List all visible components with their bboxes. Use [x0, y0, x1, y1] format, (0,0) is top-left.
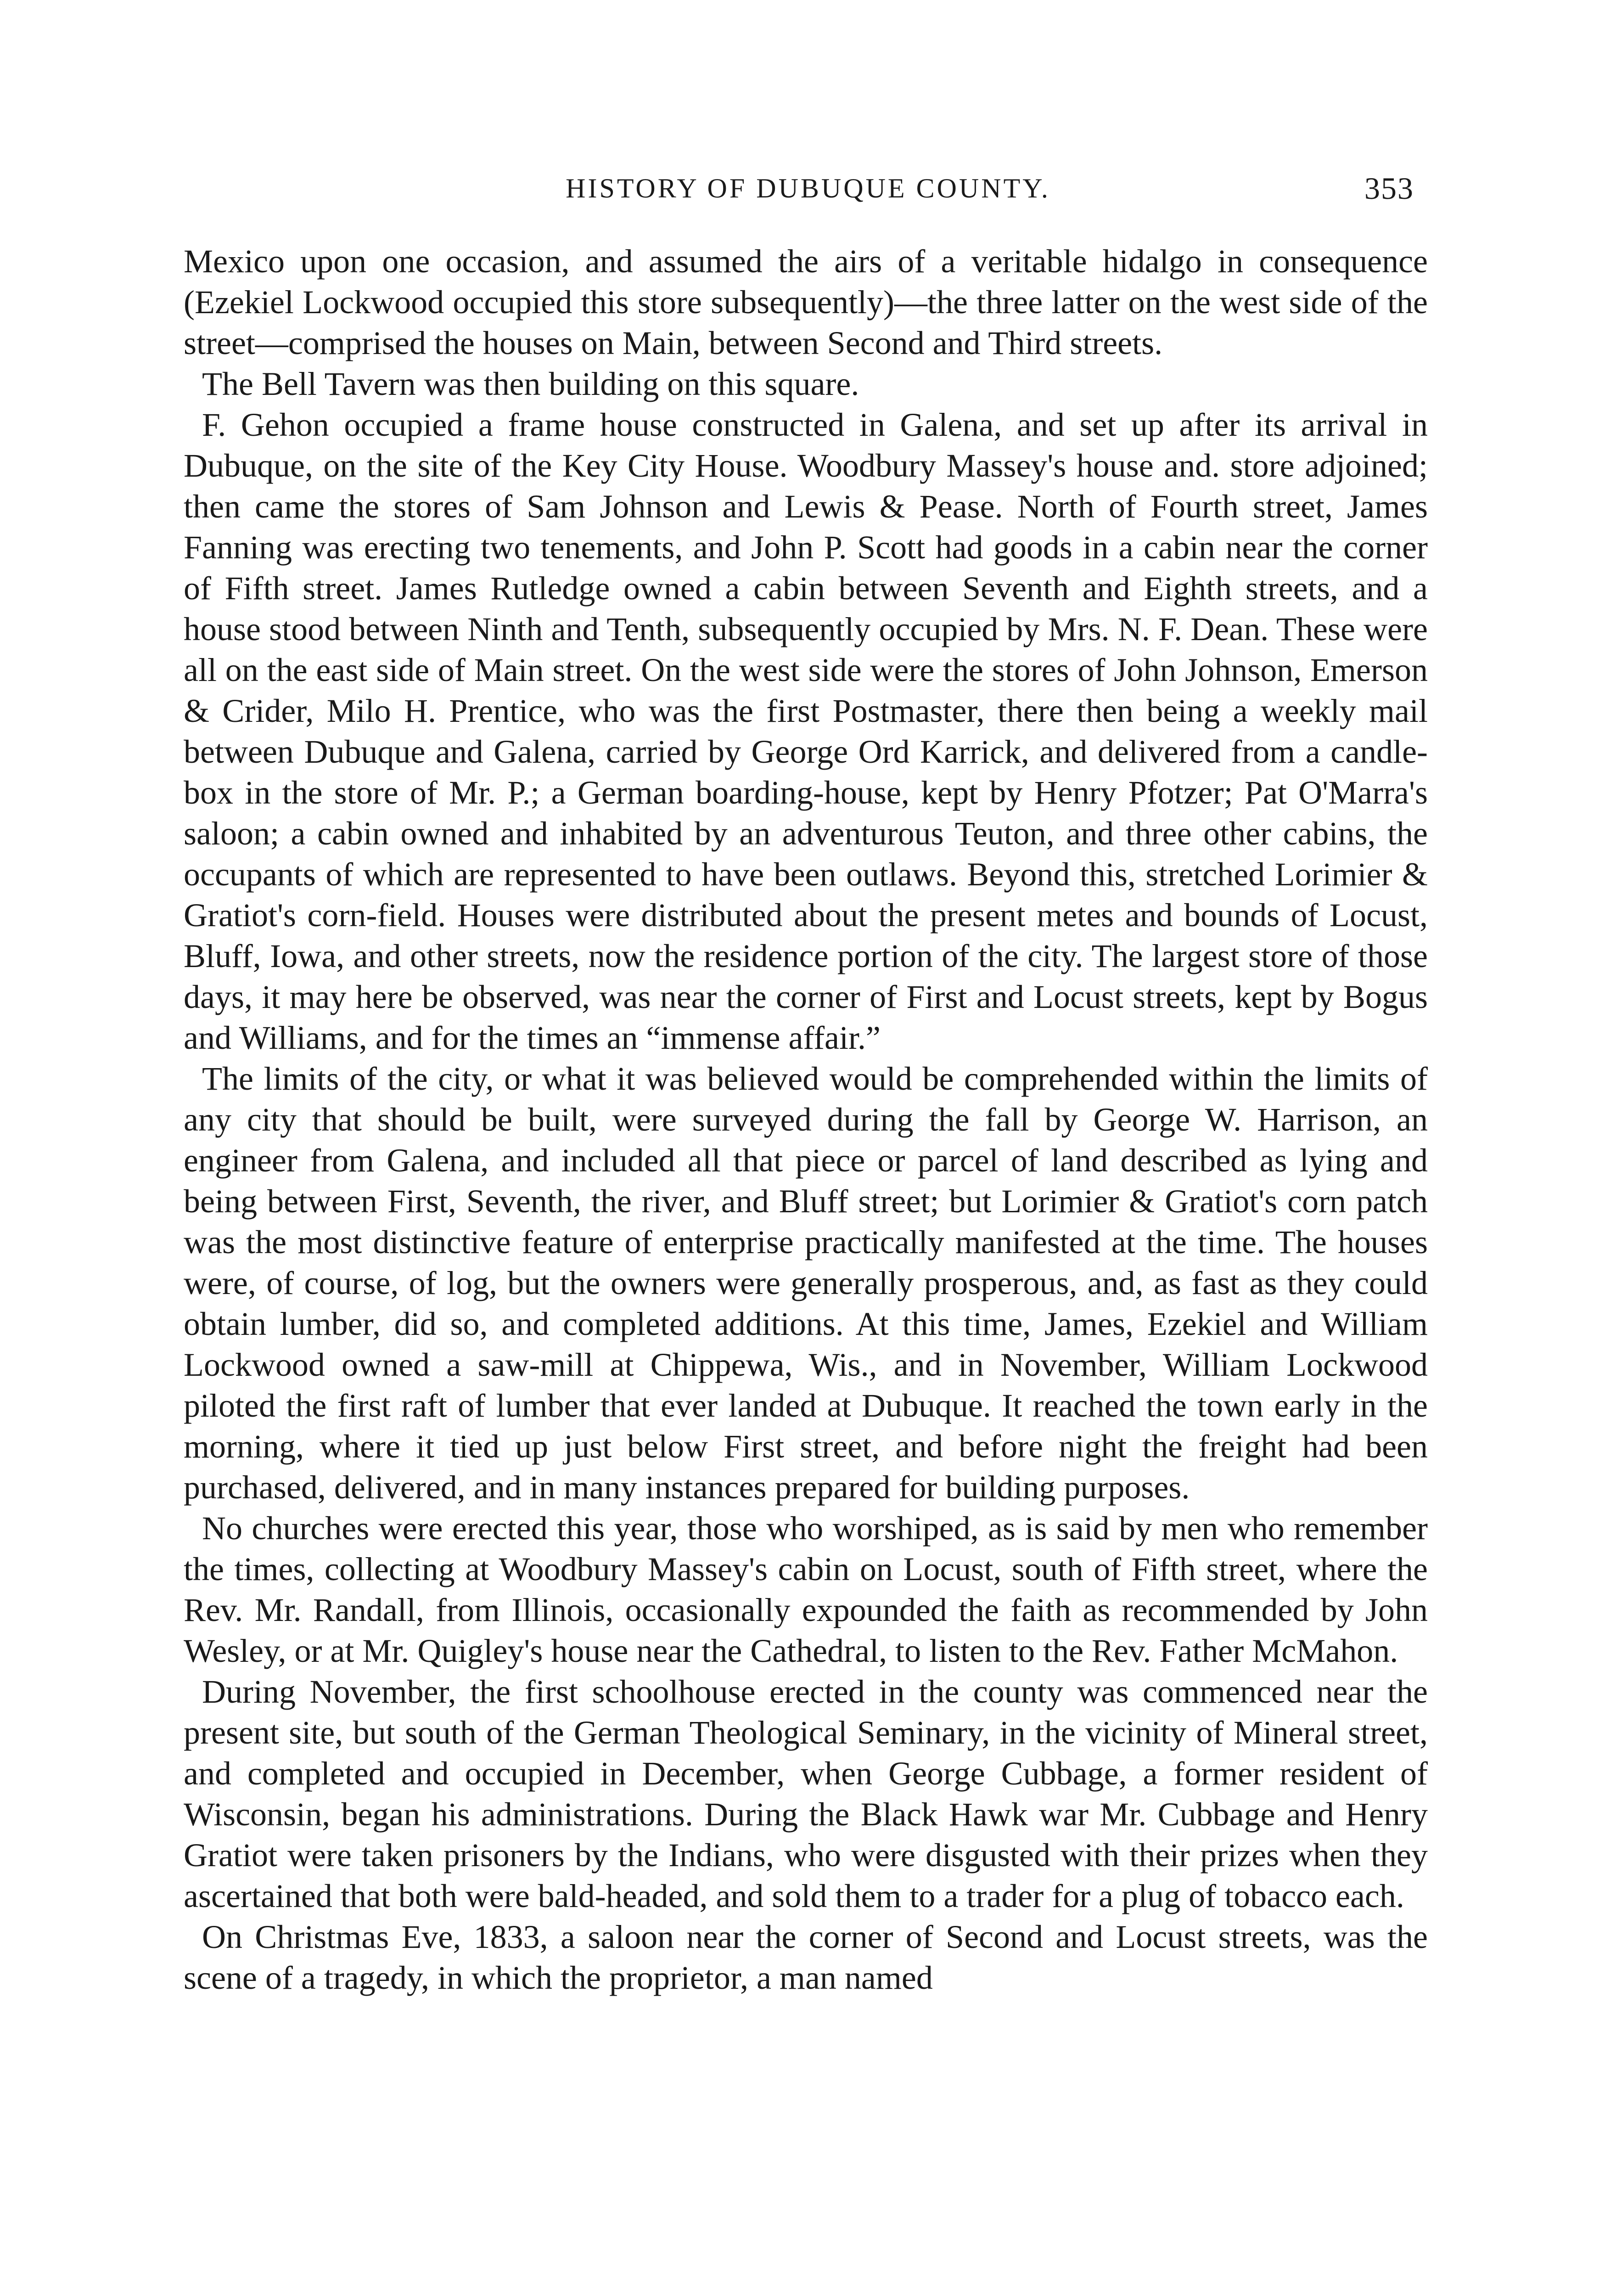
paragraph-1: Mexico upon one occasion, and assumed the airs of a veritable hidalgo in consequence (Ezekiel Lockwood occupied this store subsequently)—the three latter on the west side of the street—comprised the houses on Main, between Second and Third streets. — [184, 243, 1428, 361]
running-head: HISTORY OF DUBUQUE COUNTY. — [566, 173, 1050, 203]
page-number: 353 — [1364, 171, 1414, 206]
page-header — [0, 163, 1616, 214]
paragraph-4: The limits of the city, or what it was believed would be comprehended within the limits of any city that should be built, were surveyed during the fall by George W. Harrison, an engineer from Galena, and included all that piece or parcel of land described as lying and being between First, Seventh, the river, and Bluff street; but Lorimier & Gratiot's corn patch was the most distinctive feature of enterprise practically manifested at the time. The houses were, of course, of log, but the owners were generally prosperous, and, as fast as they could obtain lumber, did so, and completed additions. At this time, James, Ezekiel and William Lockwood owned a saw-mill at Chippewa, Wis., and in November, William Lockwood piloted the first raft of lumber that ever landed at Dubuque. It reached the town early in the morning, where it tied up just below First street, and before night the freight had been purchased, delivered, and in many instances prepared for building purposes. — [184, 1060, 1428, 1506]
paragraph-7: On Christmas Eve, 1833, a saloon near the corner of Second and Locust streets, was the scene of a tragedy, in which the proprietor, a man named — [184, 1919, 1428, 1996]
paragraph-5: No churches were erected this year, those who worshiped, as is said by men who remember the times, collecting at Woodbury Massey's cabin on Locust, south of Fifth street, where the Rev. Mr. Randall, from Illinois, occasionally expounded the faith as recommended by John Wesley, or at Mr. Quigley's house near the Cathedral, to listen to the Rev. Father McMahon. — [184, 1510, 1428, 1669]
paragraph-3: F. Gehon occupied a frame house constructed in Galena, and set up after its arrival in Dubuque, on the site of the Key City House. Woodbury Massey's house and. store adjoined; then came the stores of Sam Johnson and Lewis & Pease. North of Fourth street, James Fanning was erecting two tenements, and John P. Scott had goods in a cabin near the corner of Fifth street. James Rutledge owned a cabin between Seventh and Eighth streets, and a house stood between Ninth and Tenth, subsequently occupied by Mrs. N. F. Dean. These were all on the east side of Main street. On the west side were the stores of John Johnson, Emerson & Crider, Milo H. Prentice, who was the first Postmaster, there then being a weekly mail between Dubuque and Galena, carried by George Ord Karrick, and delivered from a candle-box in the store of Mr. P.; a German boarding-house, kept by Henry Pfotzer; Pat O'Marra's saloon; a cabin owned and inhabited by an adventurous Teuton, and three other cabins, the occupants of which are represented to have been outlaws. Beyond this, stretched Lorimier & Gratiot's corn-field. Houses were distributed about the present metes and bounds of Locust, Bluff, Iowa, and other streets, now the residence portion of the city. The largest store of those days, it may here be observed, was near the corner of First and Locust streets, kept by Bogus and Williams, and for the times an “immense affair.” — [184, 406, 1428, 1056]
text-body — [184, 241, 1428, 1998]
paragraph-6: During November, the first schoolhouse erected in the county was commenced near the present site, but south of the German Theological Seminary, in the vicinity of Mineral street, and completed and occupied in December, when George Cubbage, a former resident of Wisconsin, began his administrations. During the Black Hawk war Mr. Cubbage and Henry Gratiot were taken prisoners by the Indians, who were disgusted with their prizes when they ascertained that both were bald-headed, and sold them to a trader for a plug of tobacco each. — [184, 1673, 1428, 1914]
paragraph-2: The Bell Tavern was then building on this square. — [202, 366, 859, 402]
